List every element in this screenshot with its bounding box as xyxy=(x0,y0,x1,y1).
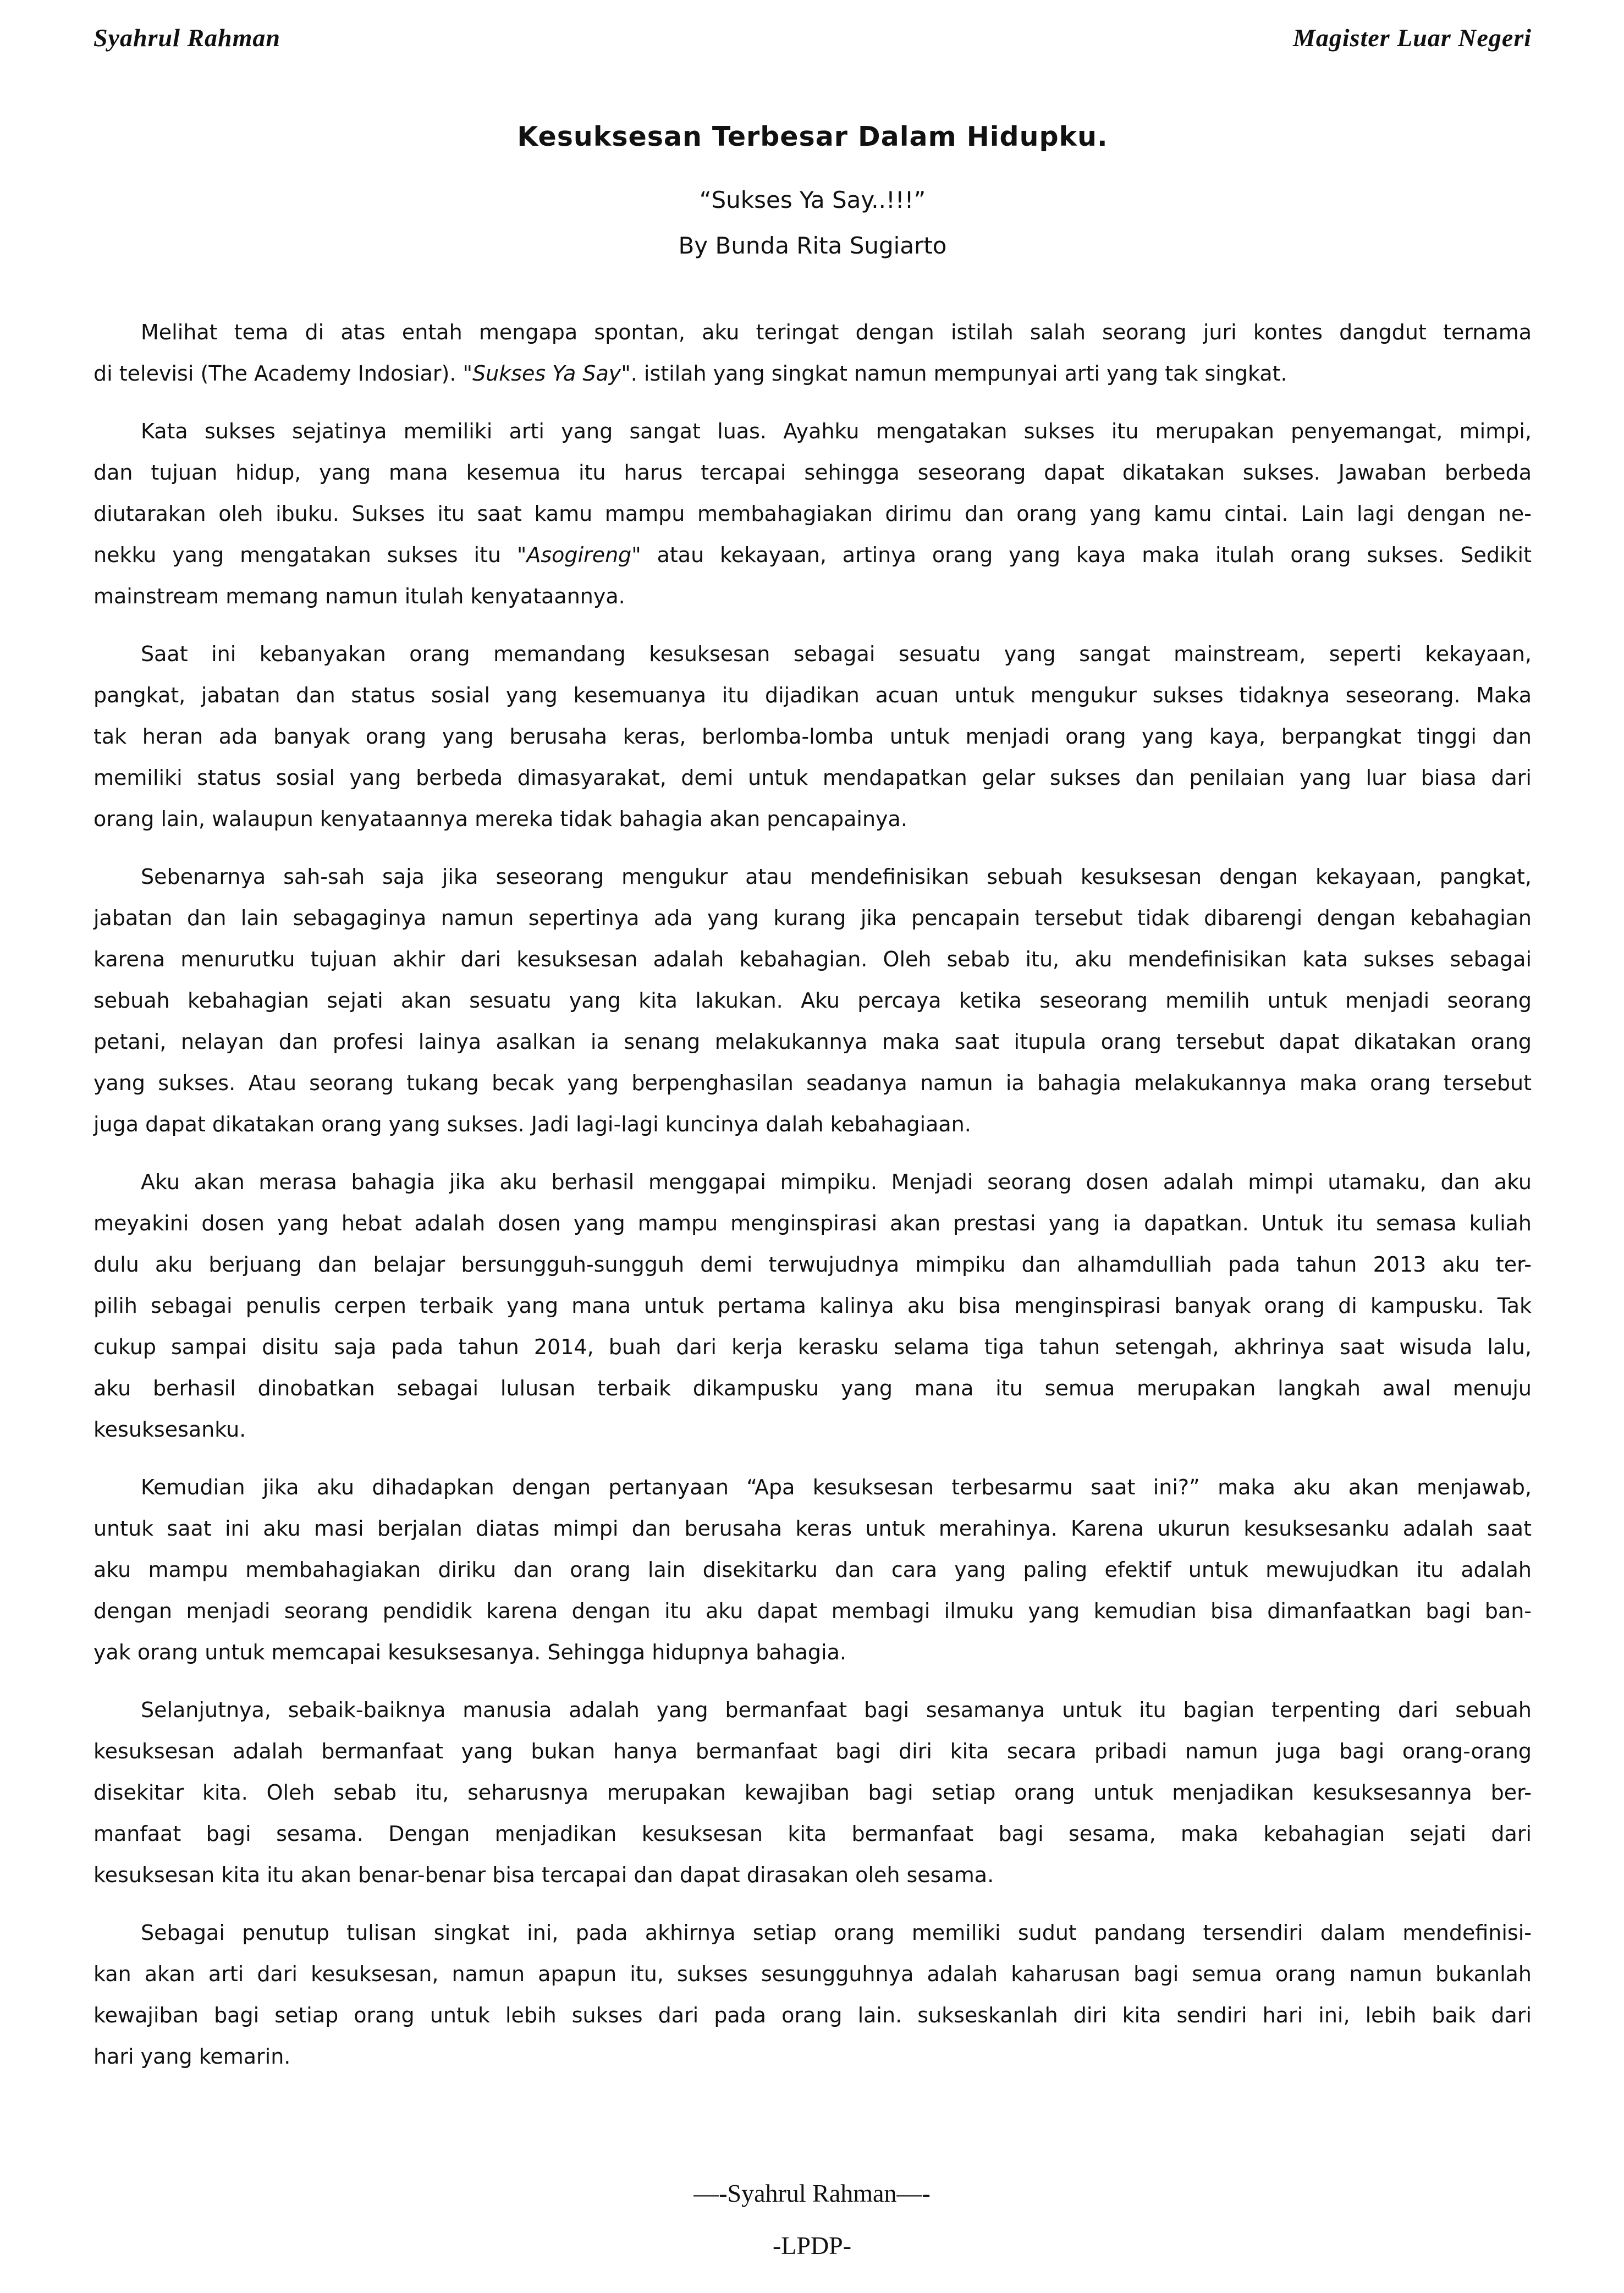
paragraph-line: pangkat, jabatan dan status sosial yang kesemuanya itu dijadikan acuan untuk mengukur sukses tidaknya seseorang. Maka xyxy=(93,683,1532,707)
paragraph-line: mainstream memang namun itulah kenyataannya. xyxy=(93,584,625,608)
paragraph-line: dengan menjadi seorang pendidik karena dengan itu aku dapat membagi ilmuku yang kemudian bisa dimanfaatkan bagi ban- xyxy=(93,1599,1532,1623)
paragraph-line: dulu aku berjuang dan belajar bersungguh-sungguh demi terwujudnya mimpiku dan alhamdulliah pada tahun 2013 aku ter- xyxy=(93,1252,1532,1277)
paragraph-line: aku mampu membahagiakan diriku dan orang lain disekitarku dan cara yang paling efektif untuk mewujudkan itu adalah xyxy=(93,1558,1532,1582)
paragraph-line: Saat ini kebanyakan orang memandang kesuksesan sebagai sesuatu yang sangat mainstream, seperti kekayaan, xyxy=(141,642,1532,666)
paragraph-line: Kata sukses sejatinya memiliki arti yang sangat luas. Ayahku mengatakan sukses itu merupakan penyemangat, mimpi, xyxy=(141,419,1532,443)
paragraph xyxy=(93,634,1532,840)
paragraph-line: kesuksesanku. xyxy=(93,1417,246,1442)
footer-signature: —-Syahrul Rahman—- xyxy=(693,2179,931,2207)
paragraph-line: kesuksesan kita itu akan benar-benar bisa tercapai dan dapat dirasakan oleh sesama. xyxy=(93,1863,994,1887)
paragraph-line: yak orang untuk memcapai kesuksesanya. Sehingga hidupnya bahagia. xyxy=(93,1640,846,1664)
page-title: Kesuksesan Terbesar Dalam Hidupku. xyxy=(517,121,1108,152)
footer-org-label: -LPDP- xyxy=(772,2231,852,2259)
paragraph-line: memiliki status sosial yang berbeda dimasyarakat, demi untuk mendapatkan gelar sukses dan penilaian yang luar biasa dari xyxy=(93,766,1532,790)
paragraph-line: Aku akan merasa bahagia jika aku berhasil menggapai mimpiku. Menjadi seorang dosen adalah mimpi utamaku, dan aku xyxy=(141,1170,1532,1194)
paragraph-line: orang lain, walaupun kenyataannya mereka tidak bahagia akan pencapainya. xyxy=(93,807,907,831)
essay-byline: By Bunda Rita Sugiarto xyxy=(678,232,947,259)
paragraph-line: Selanjutnya, sebaik-baiknya manusia adalah yang bermanfaat bagi sesamanya untuk itu bagian terpenting dari sebuah xyxy=(141,1698,1532,1722)
header-author: Syahrul Rahman xyxy=(93,24,280,52)
paragraph-line: yang sukses. Atau seorang tukang becak yang berpenghasilan seadanya namun ia bahagia melakukannya maka orang tersebut xyxy=(93,1071,1532,1095)
paragraph xyxy=(93,1690,1532,1896)
paragraph-line: kesuksesan adalah bermanfaat yang bukan hanya bermanfaat bagi diri kita secara pribadi namun juga bagi orang-orang xyxy=(93,1739,1532,1763)
page-footer xyxy=(0,2179,1624,2293)
paragraph-line: Sebagai penutup tulisan singkat ini, pada akhirnya setiap orang memiliki sudut pandang tersendiri dalam mendefinisi- xyxy=(141,1921,1532,1945)
paragraph-line: aku berhasil dinobatkan sebagai lulusan terbaik dikampusku yang mana itu semua merupakan langkah awal menuju xyxy=(93,1376,1532,1400)
paragraph xyxy=(93,1467,1532,1673)
paragraph xyxy=(93,1162,1532,1450)
paragraph-line: juga dapat dikatakan orang yang sukses. Jadi lagi-lagi kuncinya dalah kebahagiaan. xyxy=(93,1112,971,1136)
paragraph-line: petani, nelayan dan profesi lainya asalkan ia senang melakukannya maka saat itupula orang tersebut dapat dikatakan orang xyxy=(93,1030,1532,1054)
paragraph-line: karena menurutku tujuan akhir dari kesuksesan adalah kebahagian. Oleh sebab itu, aku mendefinisikan kata sukses sebagai xyxy=(93,947,1532,971)
paragraph-line: hari yang kemarin. xyxy=(93,2044,291,2069)
paragraph xyxy=(93,1912,1532,2077)
paragraph-line: Melihat tema di atas entah mengapa spontan, aku teringat dengan istilah salah seorang juri kontes dangdut ternama xyxy=(141,320,1532,344)
essay-body xyxy=(93,312,1532,2077)
paragraph-line: manfaat bagi sesama. Dengan menjadikan kesuksesan kita bermanfaat bagi sesama, maka kebahagian sejati dari xyxy=(93,1822,1532,1846)
paragraph-line: diutarakan oleh ibuku. Sukses itu saat kamu mampu membahagiakan dirimu dan orang yang kamu cintai. Lain lagi dengan ne- xyxy=(93,502,1532,526)
paragraph xyxy=(93,411,1532,617)
page-header xyxy=(93,23,1532,56)
header-program: Magister Luar Negeri xyxy=(1293,24,1532,52)
paragraph xyxy=(93,856,1532,1145)
paragraph-line: sebuah kebahagian sejati akan sesuatu yang kita lakukan. Aku percaya ketika seseorang memilih untuk menjadi seorang xyxy=(93,988,1532,1013)
paragraph-line: di televisi (The Academy Indosiar). "Sukses Ya Say". istilah yang singkat namun mempunyai arti yang tak singkat. xyxy=(93,361,1287,386)
paragraph-line: kewajiban bagi setiap orang untuk lebih sukses dari pada orang lain. sukseskanlah diri kita sendiri hari ini, lebih baik dari xyxy=(93,2003,1532,2027)
paragraph-line: nekku yang mengatakan sukses itu "Asogireng" atau kekayaan, artinya orang yang kaya maka itulah orang sukses. Sedikit xyxy=(93,543,1532,567)
paragraph-line: kan akan arti dari kesuksesan, namun apapun itu, sukses sesungguhnya adalah kaharusan bagi semua orang namun bukanlah xyxy=(93,1962,1532,1986)
paragraph xyxy=(93,312,1532,394)
paragraph-line: untuk saat ini aku masi berjalan diatas mimpi dan berusaha keras untuk merahinya. Karena ukurun kesuksesanku adalah saat xyxy=(93,1516,1532,1541)
paragraph-line: pilih sebagai penulis cerpen terbaik yang mana untuk pertama kalinya aku bisa menginspirasi banyak orang di kampusku. Tak xyxy=(93,1294,1532,1318)
paragraph-line: jabatan dan lain sebagaginya namun sepertinya ada yang kurang jika pencapain tersebut tidak dibarengi dengan kebahagian xyxy=(93,906,1532,930)
paragraph-line: Sebenarnya sah-sah saja jika seseorang mengukur atau mendefinisikan sebuah kesuksesan dengan kekayaan, pangkat, xyxy=(141,865,1532,889)
essay-subtitle: “Sukses Ya Say..!!!” xyxy=(699,186,926,213)
paragraph-line: tak heran ada banyak orang yang berusaha keras, berlomba-lomba untuk menjadi orang yang kaya, berpangkat tinggi dan xyxy=(93,724,1532,749)
paragraph-line: Kemudian jika aku dihadapkan dengan pertanyaan “Apa kesuksesan terbesarmu saat ini?” maka aku akan menjawab, xyxy=(141,1475,1532,1499)
paragraph-line: disekitar kita. Oleh sebab itu, seharusnya merupakan kewajiban bagi setiap orang untuk menjadikan kesuksesannya ber- xyxy=(93,1780,1532,1805)
paragraph-line: meyakini dosen yang hebat adalah dosen yang mampu menginspirasi akan prestasi yang ia dapatkan. Untuk itu semasa kuliah xyxy=(93,1211,1532,1235)
paragraph-line: dan tujuan hidup, yang mana kesemua itu harus tercapai sehingga seseorang dapat dikatakan sukses. Jawaban berbeda xyxy=(93,460,1532,485)
paragraph-line: cukup sampai disitu saja pada tahun 2014, buah dari kerja kerasku selama tiga tahun setengah, akhrinya saat wisuda lalu, xyxy=(93,1335,1532,1359)
